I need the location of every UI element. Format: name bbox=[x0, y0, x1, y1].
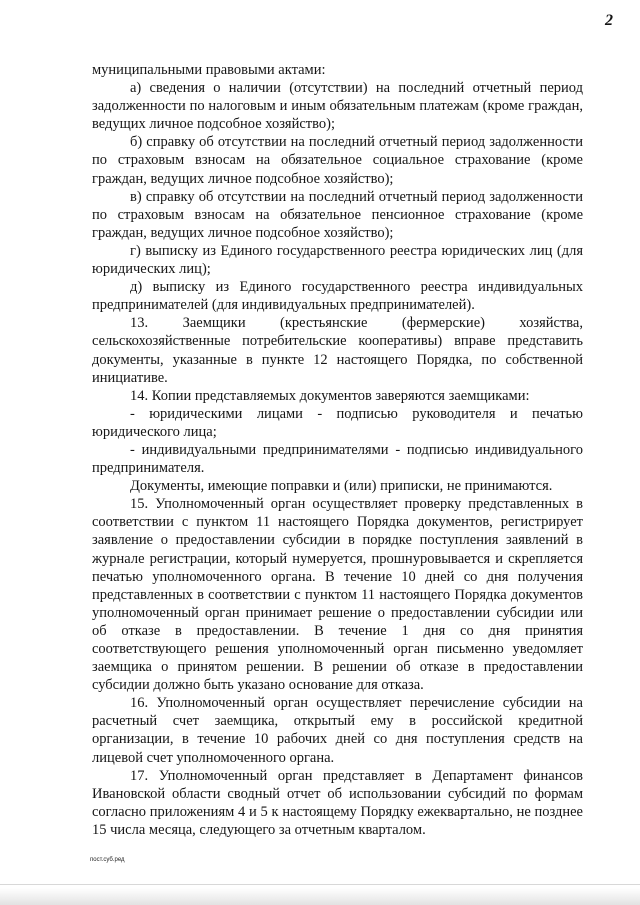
footer-file-code: пост.суб.ред bbox=[90, 857, 125, 863]
paragraph-continuation: муниципальными правовыми актами: bbox=[92, 62, 326, 78]
clause-15: 15. Уполномоченный орган осуществляет проверку представленных в соответствии с пунктом 11 настоящего Порядка документов, регистрирует заявление о предоставлении субсидии в порядке поступления заявлений в журнале регистрации, который нумеруется, прошнуровывается и скрепляется печатью уполномоченного органа. В течение 10 дней со дня получения представленных в соответствии с пунктом 11 настоящего Порядка документов уполномоченный орган принимает решение о предоставлении субсидии или об отказе в предоставлении. В течение 1 дня со дня принятия соответствующего решения уполномоченный орган письменно уведомляет заемщика о принятом решении. В решении об отказе в предоставлении субсидии должно быть указано основание для отказа. bbox=[92, 496, 583, 694]
clause-14-entrepreneurs: - индивидуальными предпринимателями - подписью индивидуального предпринимателя. bbox=[92, 441, 583, 477]
scan-edge-shadow bbox=[0, 888, 640, 905]
clause-16: 16. Уполномоченный орган осуществляет перечисление субсидии на расчетный счет заемщика, открытый ему в российской кредитной организации, в течение 10 рабочих дней со дня поступления средств на лицевой счет уполномоченного органа. bbox=[92, 695, 583, 766]
list-item-a: а) сведения о наличии (отсутствии) на последний отчетный период задолженности по налоговым и иным обязательным платежам (кроме граждан, ведущих личное подсобное хозяйство); bbox=[92, 80, 583, 133]
list-item-b: б) справку об отсутствии на последний отчетный период задолженности по страховым взносам на обязательное социальное страхование (кроме граждан, ведущих личное подсобное хозяйство); bbox=[92, 134, 583, 187]
clause-14-legal-entities: - юридическими лицами - подписью руководителя и печатью юридического лица; bbox=[92, 405, 583, 440]
clause-17: 17. Уполномоченный орган представляет в Департамент финансов Ивановской области сводный отчет об использовании субсидий по формам согласно приложениям 4 и 5 к настоящему Порядку ежеквартально, не позднее 15 числа месяца, следующего за отчетным кварталом. bbox=[92, 767, 583, 838]
scan-edge-line bbox=[0, 884, 640, 885]
list-item-d: д) выписку из Единого государственного реестра индивидуальных предпринимателей (для индивидуальных предпринимателей). bbox=[92, 279, 583, 314]
clause-14-corrections-note: Документы, имеющие поправки и (или) приписки, не принимаются. bbox=[130, 478, 553, 495]
page-number: 2 bbox=[605, 12, 613, 29]
list-item-g: г) выписку из Единого государственного реестра юридических лиц (для юридических лиц); bbox=[92, 242, 583, 278]
document-body bbox=[92, 61, 583, 839]
list-item-v: в) справку об отсутствии на последний отчетный период задолженности по страховым взносам на обязательное пенсионное страхование (кроме граждан, ведущих личное подсобное хозяйство); bbox=[92, 188, 583, 241]
clause-14: 14. Копии представляемых документов заверяются заемщиками: bbox=[130, 387, 530, 404]
clause-13: 13. Заемщики (крестьянские (фермерские) хозяйства, сельскохозяйственные потребительские кооперативы) вправе представить документы, указанные в пункте 12 настоящего Порядка, по собственной инициативе. bbox=[92, 315, 583, 386]
